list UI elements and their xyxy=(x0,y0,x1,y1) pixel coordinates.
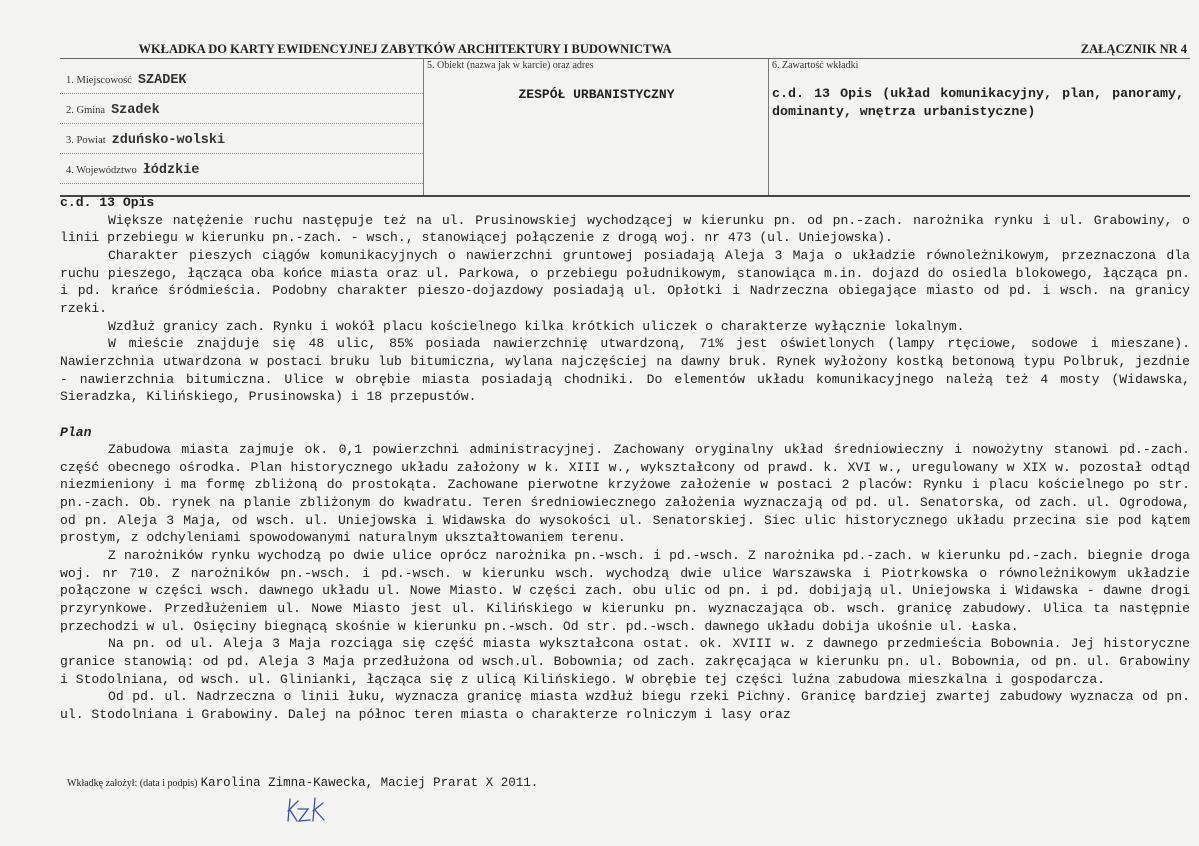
paragraph: Zabudowa miasta zajmuje ok. 0,1 powierzchni administracyjnej. Zachowany oryginalny układ średniowieczny i nowożytny stanowi pd.-zach. część obecnego ośrodka. Plan historycznego układu założony w k. XIII w., wykształcony od prawd. k. XVI w., uregulowany w XIX w. pozostał odtąd niezmieniony i ma formę zbliżoną do prostokąta. Zachowane pierwotne krzyżowe założenie w postaci 2 placów: Rynku i placu kościelnego po str. pn.-zach. Ob. rynek na planie zbliżonym do kwadratu. Teren średniowiecznego założenia wyznaczają od pd. ul. Senatorska, od zach. ul. Ogrodowa, od pn. Aleja 3 Maja, od wsch. ul. Uniejowska i Widawska do wysokości ul. Senatorskiej. Siec ulic historycznego układu przecina sie pod kątem prostym, z odchyleniami spowodowanymi naturalnym ukształtowaniem terenu. xyxy=(60,442,1190,546)
contents-value: c.d. 13 Opis (układ komunikacyjny, plan, panoramy, dominanty, wnętrza urbanistyczne) xyxy=(772,86,1184,119)
footer xyxy=(67,775,538,790)
locality-row xyxy=(60,63,423,94)
voivodeship-row xyxy=(60,153,423,184)
paragraph: Z narożników rynku wychodzą po dwie ulice oprócz narożnika pn.-wsch. i pd.-wsch. Z narożnika pd.-zach. w kierunku pd.-zach. biegnie droga woj. nr 710. Z narożników pn.-wsch. i pd.-wsch. w kierunku wsch. wychodzą dwie ulice Warszawska i Piotrkowska o równoleżnikowym układzie połączone w części wsch. dawnego układu ul. Nowe Miasto. W części zach. obu ulic od pn. i pd. dobijają ul. Uniejowska i Widawska - dawne drogi przyrynkowe. Przedłużeniem ul. Nowe Miasto jest ul. Kilińskiego w kierunku pn. wyznaczająca ob. wsch. granicę zabudowy. Ulica ta następnie przechodzi w ul. Osięciny biegnącą skośnie w kierunku pn.-wsch. Od str. pd.-wsch. dawnego układu dobija ukośnie ul. Łaska. xyxy=(60,548,1190,634)
voivodeship-label xyxy=(66,163,199,178)
locality-label xyxy=(66,73,187,88)
paragraph: Charakter pieszych ciągów komunikacyjnych o nawierzchni gruntowej posiadają Aleja 3 Maja o układzie równoleżnikowym, przeznaczona dla ruchu pieszego, łącząca oba końce miasta oraz ul. Parkowa, o przebiegu południkowym, stanowiąca m.in. dojazd do osiedla blokowego, łącząca pn. i pd. krańce śródmieścia. Podobny charakter pieszo-dojazdowy posiadają ul. Opłotki i Nadrzeczna obiegające miasto od pd. i wsch. na granicy rzeki. xyxy=(60,247,1190,316)
commune-row xyxy=(60,93,423,124)
commune-value: Szadek xyxy=(111,103,160,118)
contents-column xyxy=(768,59,1190,195)
document-title: WKŁADKA DO KARTY EWIDENCYJNEJ ZABYTKÓW ARCHITEKTURY I BUDOWNICTWA xyxy=(138,42,672,56)
object-column xyxy=(423,59,769,195)
county-label xyxy=(66,133,225,148)
paragraph: Większe natężenie ruchu następuje też na ul. Prusinowskiej wychodzącej w kierunku pn. od pn.-zach. narożnika rynku i ul. Grabowiny, o linii przebiegu w kierunku pn.-zach. - wsch., stanowiącej połączenie z drogą woj. nr 473 (ul. Uniejowska). xyxy=(60,212,1190,246)
voivodeship-label-text: 4. Województwo xyxy=(66,165,137,176)
annex-label: ZAŁĄCZNIK NR 4 xyxy=(1080,42,1187,56)
paragraph: Na pn. od ul. Aleja 3 Maja rozciąga się część miasta wykształcona ostat. ok. XVIII w. z dawnego przedmieścia Bobownia. Jej historyczne granice stanowią: od pd. Aleja 3 Maja przedłużona od wsch.ul. Bobownia; od zach. zakręcająca w kierunku pn. ul. Bobownia, od pn. ul. Grabowiny i Stodolniana, od wsch. ul. Glinianki, łącząca się z ulicą Kilińskiego. W obrębie tej części luźna zabudowa mieszkalna i gospodarcza. xyxy=(60,636,1190,687)
county-label-text: 3. Powiat xyxy=(66,135,106,146)
signature-mark xyxy=(282,795,332,825)
paragraph: W mieście znajduje się 48 ulic, 85% posiada nawierzchnię utwardzoną, 71% jest oświetlonych (lampy rtęciowe, sodowe i mieszane). Nawierzchnia utwardzona w postaci bruku lub bitumiczna, wylana najczęściej na dawny bruk. Rynek wyłożony kostką betonową typu Polbruk, jezdnie - nawierzchnia bitumiczna. Ulice w obrębie miasta posiadają chodniki. Do elementów układu komunikacyjnego należą też 4 mosty (Widawska, Sieradzka, Kilińskiego, Prusinowska) i 18 przepustów. xyxy=(60,336,1190,405)
paragraph: Od pd. ul. Nadrzeczna o linii łuku, wyznacza granicę miasta wzdłuż biegu rzeki Pichny. Granicę bardziej zwartej zabudowy wyznacza od pn. ul. Stodolniana i Grabowiny. Dalej na północ teren miasta o charakterze rolniczym i lasy oraz xyxy=(60,689,1190,723)
commune-label xyxy=(66,103,160,118)
county-row xyxy=(60,123,423,154)
voivodeship-value: łódzkie xyxy=(142,163,200,178)
contents-label: 6. Zawartość wkładki xyxy=(772,60,859,71)
locality-label-text: 1. Miejscowość xyxy=(66,75,132,86)
locality-value: SZADEK xyxy=(137,73,187,88)
authors: Karolina Zimna-Kawecka, Maciej Prarat X 2011. xyxy=(200,776,539,790)
signature xyxy=(282,795,332,830)
form-header-table xyxy=(60,58,1190,197)
commune-label-text: 2. Gmina xyxy=(66,105,106,116)
paragraph: Wzdłuż granicy zach. Rynku i wokół placu kościelnego kilka krótkich uliczek o charakterze wyłącznie lokalnym. xyxy=(108,318,965,334)
document-body xyxy=(60,194,1190,724)
author-label: Wkładkę założył: (data i podpis) xyxy=(67,778,198,789)
object-value: ZESPÓŁ URBANISTYCZNY xyxy=(518,87,675,102)
county-value: zduńsko-wolski xyxy=(111,133,226,148)
object-label: 5. Obiekt (nazwa jak w karcie) oraz adres xyxy=(427,60,594,71)
location-column xyxy=(60,59,423,195)
plan-heading: Plan xyxy=(60,424,92,440)
section-heading: c.d. 13 Opis xyxy=(60,195,155,210)
